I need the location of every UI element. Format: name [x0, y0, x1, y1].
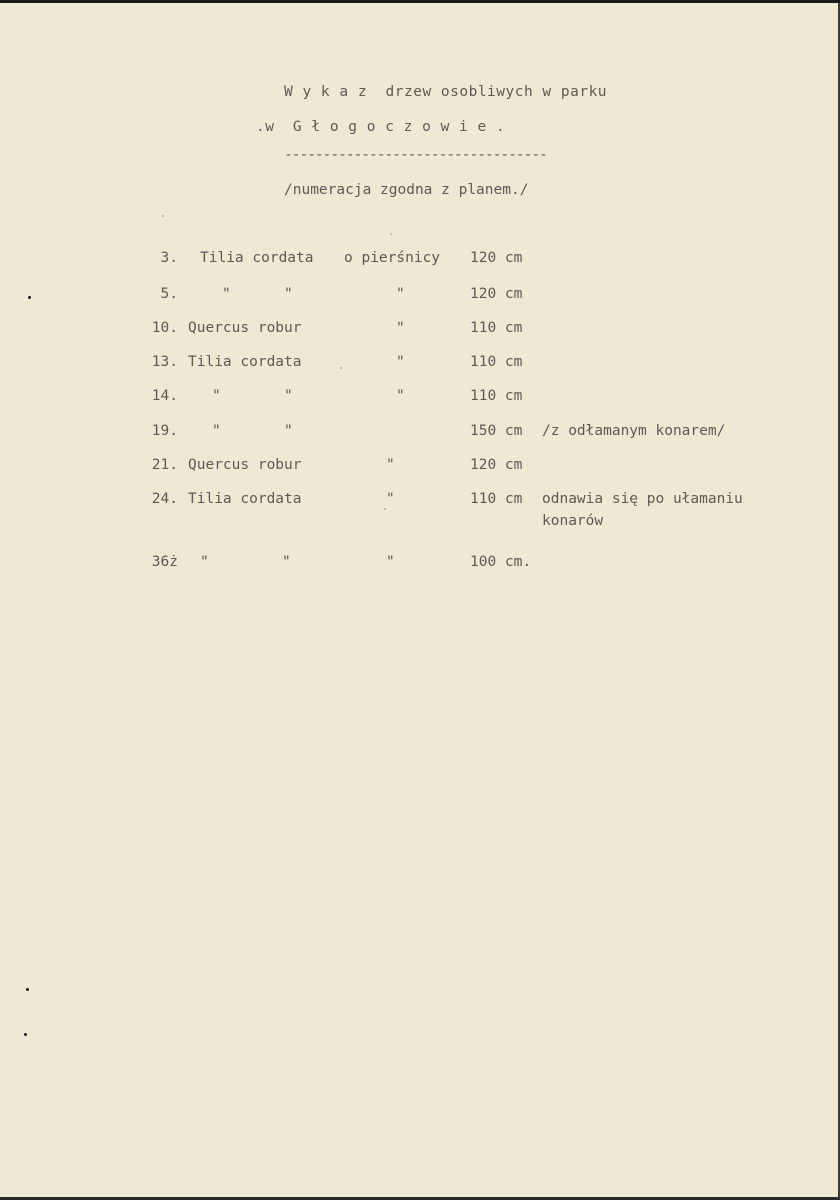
tree-note-continued: konarów	[542, 513, 604, 529]
tree-species: Quercus robur	[188, 320, 302, 336]
tree-number: 21.	[151, 457, 178, 473]
ditto-mark: "	[386, 457, 395, 473]
tree-species: Tilia cordata	[188, 354, 302, 370]
punch-mark	[28, 296, 31, 299]
ditto-mark: "	[212, 423, 221, 439]
punch-mark	[26, 988, 29, 991]
tree-girth: 120 cm	[470, 457, 523, 473]
paper-speck	[162, 215, 164, 217]
ditto-mark: "	[396, 354, 405, 370]
ditto-mark: "	[212, 388, 221, 404]
ditto-mark: "	[284, 423, 293, 439]
ditto-mark: "	[396, 320, 405, 336]
list-item	[0, 285, 838, 307]
tree-number: 24.	[151, 491, 178, 507]
list-item	[0, 490, 838, 534]
list-item	[0, 353, 838, 375]
paper-speck	[390, 233, 392, 235]
ditto-mark: "	[386, 491, 395, 507]
paper-speck	[384, 508, 386, 510]
ditto-mark: "	[282, 554, 291, 570]
list-item	[0, 387, 838, 409]
list-item	[0, 319, 838, 341]
girth-label: o pierśnicy	[344, 250, 441, 266]
tree-girth: 150 cm	[470, 423, 523, 439]
ditto-mark: "	[396, 286, 405, 302]
ditto-mark: "	[284, 388, 293, 404]
tree-girth: 110 cm	[470, 320, 523, 336]
tree-girth: 110 cm	[470, 354, 523, 370]
document-title: W y k a z drzew osobliwych w parku	[284, 84, 608, 100]
list-item	[0, 553, 838, 575]
tree-girth: 120 cm	[470, 250, 523, 266]
tree-species: Quercus robur	[188, 457, 302, 473]
tree-girth: 100 cm.	[470, 554, 532, 570]
tree-girth: 120 cm	[470, 286, 523, 302]
title-underline: ----------------------------------	[284, 147, 547, 163]
tree-number: 13.	[151, 354, 178, 370]
tree-species: Tilia cordata	[188, 491, 302, 507]
document-title-location: .w G ł o g o c z o w i e .	[256, 119, 506, 135]
ditto-mark: "	[386, 554, 395, 570]
document-subtitle: /numeracja zgodna z planem./	[284, 182, 529, 198]
list-item	[0, 456, 838, 478]
tree-number: 14.	[151, 388, 178, 404]
punch-mark	[24, 1033, 27, 1036]
document-page	[0, 3, 840, 1200]
tree-number: 3.	[160, 250, 178, 266]
ditto-mark: "	[284, 286, 293, 302]
ditto-mark: "	[200, 554, 209, 570]
ditto-mark: "	[396, 388, 405, 404]
tree-species: Tilia cordata	[200, 250, 314, 266]
paper-speck	[340, 367, 342, 369]
ditto-mark: "	[222, 286, 231, 302]
tree-note: /z odłamanym konarem/	[542, 423, 726, 439]
list-item	[0, 422, 838, 444]
tree-number: 5.	[160, 286, 178, 302]
tree-girth: 110 cm	[470, 388, 523, 404]
tree-number: 36ż	[151, 554, 178, 570]
tree-number: 19.	[151, 423, 178, 439]
tree-girth: 110 cm	[470, 491, 523, 507]
list-item	[0, 249, 838, 271]
tree-number: 10.	[151, 320, 178, 336]
tree-note: odnawia się po ułamaniu	[542, 491, 743, 507]
